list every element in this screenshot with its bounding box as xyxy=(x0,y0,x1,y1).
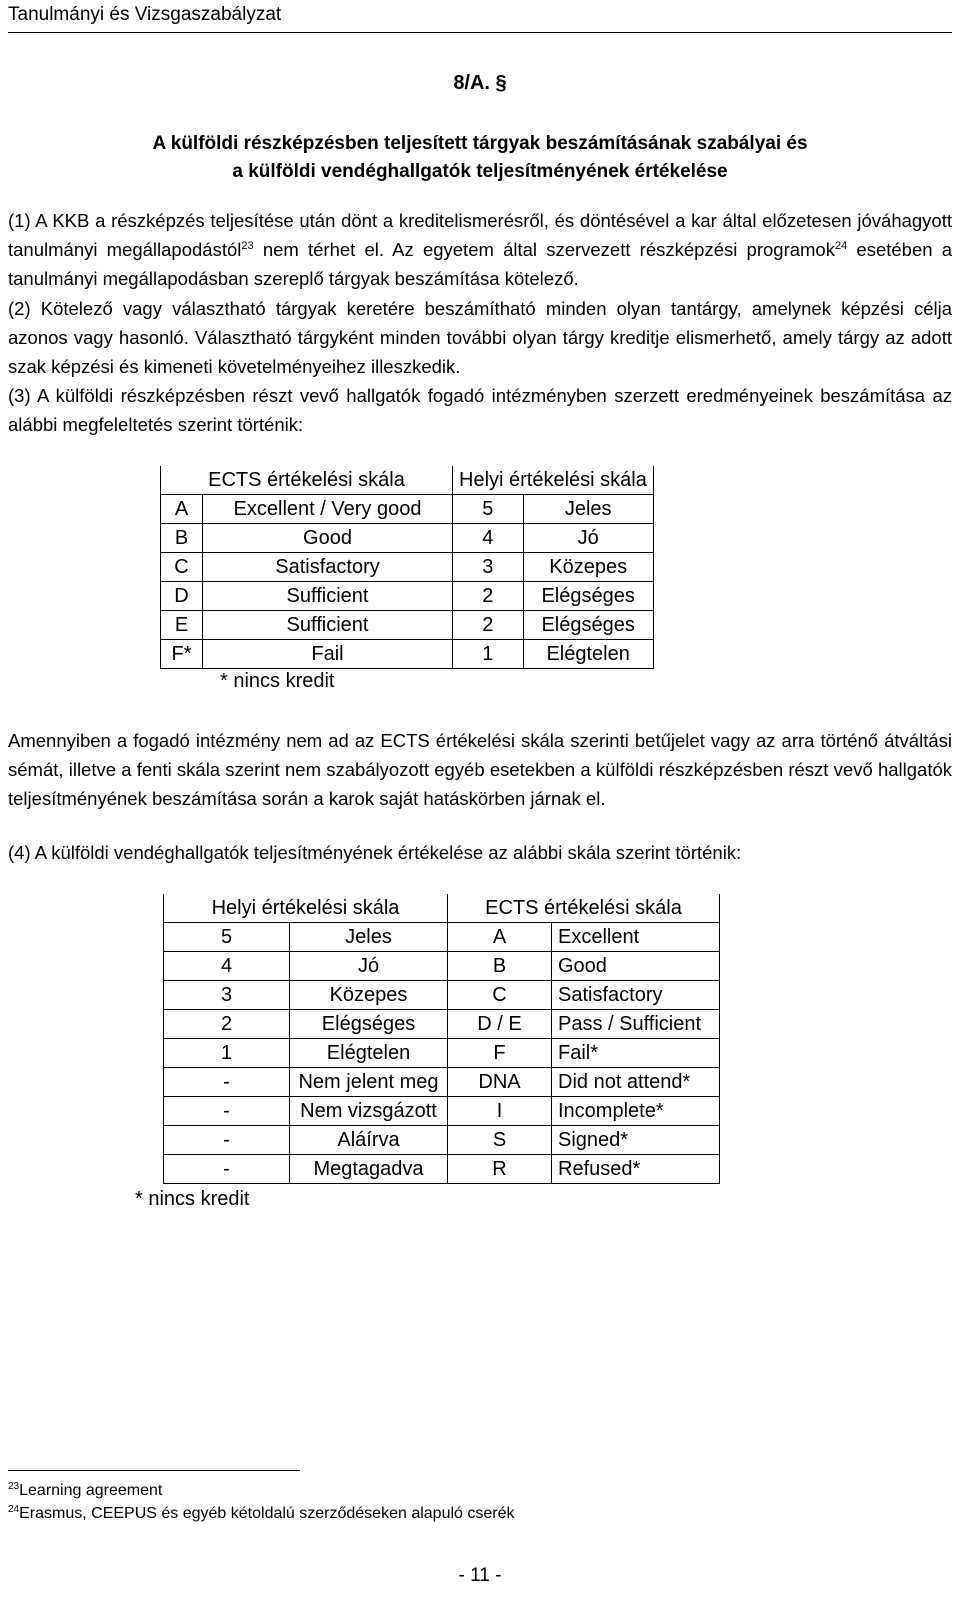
table-cell: Nem jelent meg xyxy=(290,1068,448,1097)
table-cell: Incomplete* xyxy=(552,1097,720,1126)
table-row xyxy=(161,582,654,611)
table-cell: - xyxy=(164,1126,290,1155)
table-cell: Elégséges xyxy=(523,582,653,611)
footnote-text: Learning agreement xyxy=(19,1482,163,1499)
section-title xyxy=(0,130,960,186)
table-cell: Sufficient xyxy=(203,582,453,611)
table-row xyxy=(164,1155,720,1184)
local-to-ects-table xyxy=(163,894,720,1184)
footnote-ref-23[interactable]: 23 xyxy=(241,240,254,252)
table-cell: - xyxy=(164,1155,290,1184)
table-cell: Fail xyxy=(203,640,453,669)
table-cell: Signed* xyxy=(552,1126,720,1155)
table-cell: Elégséges xyxy=(290,1010,448,1039)
document-header: Tanulmányi és Vizsgaszabályzat xyxy=(8,4,282,25)
table-cell: S xyxy=(448,1126,552,1155)
table-cell: Jeles xyxy=(523,495,653,524)
table-cell: 2 xyxy=(453,611,524,640)
table-cell: R xyxy=(448,1155,552,1184)
header-local: Helyi értékelési skála xyxy=(164,894,448,923)
table-row xyxy=(161,524,654,553)
table-cell: E xyxy=(161,611,203,640)
footnote-24 xyxy=(8,1505,515,1523)
paragraph-1 xyxy=(8,206,952,293)
table-row xyxy=(164,923,720,952)
paragraph-3 xyxy=(8,381,952,439)
table-cell: Közepes xyxy=(290,981,448,1010)
table-cell: 2 xyxy=(164,1010,290,1039)
table-cell: Közepes xyxy=(523,553,653,582)
table-cell: F xyxy=(448,1039,552,1068)
paragraph-1-text-a: (1) A KKB a részképzés teljesítése után dönt a kreditelismerésről, és döntésével a kar által előzetesen jóváhagyott tanulmányi megállapodástól xyxy=(8,210,952,260)
table1-note: * nincs kredit xyxy=(220,670,335,692)
paragraph-2 xyxy=(8,294,952,381)
paragraph-1-text-c: esetében a tanulmányi megállapodásban szereplő tárgyak beszámítása kötelező. xyxy=(8,239,952,289)
table-cell: Did not attend* xyxy=(552,1068,720,1097)
table-cell: Fail* xyxy=(552,1039,720,1068)
paragraph-2-text: (2) Kötelező vagy választható tárgyak keretére beszámítható minden olyan tantárgy, amelynek képzési célja azonos vagy hasonló. Választható tárgyként minden további olyan tárgy kreditje elismerhető, amely tárgy az adott szak képzési és kimeneti követelményeihez illeszkedik. xyxy=(8,298,952,377)
footnote-number: 23 xyxy=(8,1481,20,1492)
table-cell: D / E xyxy=(448,1010,552,1039)
footnote-number: 24 xyxy=(8,1504,20,1515)
table-cell: 1 xyxy=(453,640,524,669)
table-cell: Good xyxy=(203,524,453,553)
table-cell: - xyxy=(164,1097,290,1126)
table-cell: 5 xyxy=(453,495,524,524)
section-title-line2: a külföldi vendéghallgatók teljesítményének értékelése xyxy=(232,161,728,182)
table-row xyxy=(161,611,654,640)
table-cell: 1 xyxy=(164,1039,290,1068)
table-cell: C xyxy=(161,553,203,582)
table-cell: Satisfactory xyxy=(203,553,453,582)
table-cell: DNA xyxy=(448,1068,552,1097)
header-rule xyxy=(8,32,952,33)
table-cell: Excellent / Very good xyxy=(203,495,453,524)
table-row xyxy=(164,1126,720,1155)
footnote-text: Erasmus, CEEPUS és egyéb kétoldalú szerződéseken alapuló cserék xyxy=(19,1505,515,1522)
table-cell: Jeles xyxy=(290,923,448,952)
table-cell: 3 xyxy=(164,981,290,1010)
section-title-line1: A külföldi részképzésben teljesített tárgyak beszámításának szabályai és xyxy=(152,133,808,154)
table-cell: Jó xyxy=(290,952,448,981)
table-cell: Jó xyxy=(523,524,653,553)
footnote-ref-24[interactable]: 24 xyxy=(834,240,848,252)
paragraph-4-text: Amennyiben a fogadó intézmény nem ad az ECTS értékelési skála szerinti betűjelet vagy az arra történő átváltási sémát, illetve a fenti skála szerint nem szabályozott egyéb esetekben a külföldi részképzésben részt vevő hallgatók teljesítményének beszámítása során a karok saját hatáskörben járnak el. xyxy=(8,730,952,809)
table-cell: B xyxy=(161,524,203,553)
ects-to-local-table xyxy=(160,466,654,669)
table-cell: F* xyxy=(161,640,203,669)
table-header-row xyxy=(164,894,720,923)
footnote-23 xyxy=(8,1482,162,1500)
table-cell: D xyxy=(161,582,203,611)
table-cell: Refused* xyxy=(552,1155,720,1184)
table-cell: A xyxy=(448,923,552,952)
table-cell: 4 xyxy=(164,952,290,981)
paragraph-5 xyxy=(8,838,952,867)
footnote-rule xyxy=(8,1470,300,1471)
table-row xyxy=(164,1039,720,1068)
table-cell: C xyxy=(448,981,552,1010)
table-cell: Good xyxy=(552,952,720,981)
paragraph-4 xyxy=(8,726,952,813)
table-cell: Aláírva xyxy=(290,1126,448,1155)
table-cell: Elégséges xyxy=(523,611,653,640)
section-number: 8/A. § xyxy=(453,72,507,94)
table-row xyxy=(164,1068,720,1097)
table-cell: Elégtelen xyxy=(523,640,653,669)
table-cell: 2 xyxy=(453,582,524,611)
table-cell: Excellent xyxy=(552,923,720,952)
table-cell: Pass / Sufficient xyxy=(552,1010,720,1039)
page-number: - 11 - xyxy=(458,1565,502,1586)
table-cell: Sufficient xyxy=(203,611,453,640)
header-ects: ECTS értékelési skála xyxy=(161,466,453,495)
paragraph-3-text: (3) A külföldi részképzésben részt vevő hallgatók fogadó intézményben szerzett eredményeinek beszámítása az alábbi megfeleltetés szerint történik: xyxy=(8,385,952,435)
header-local: Helyi értékelési skála xyxy=(453,466,654,495)
table-row xyxy=(161,553,654,582)
table-cell: Satisfactory xyxy=(552,981,720,1010)
table-row xyxy=(164,952,720,981)
table-cell: Elégtelen xyxy=(290,1039,448,1068)
table-cell: 3 xyxy=(453,553,524,582)
table-header-row xyxy=(161,466,654,495)
table-row xyxy=(164,981,720,1010)
table-row xyxy=(164,1097,720,1126)
table2-note: * nincs kredit xyxy=(135,1188,250,1210)
table-cell: 4 xyxy=(453,524,524,553)
paragraph-5-text: (4) A külföldi vendéghallgatók teljesítményének értékelése az alábbi skála szerint történik: xyxy=(8,842,742,863)
table-cell: I xyxy=(448,1097,552,1126)
table-cell: Nem vizsgázott xyxy=(290,1097,448,1126)
table-cell: A xyxy=(161,495,203,524)
table-cell: B xyxy=(448,952,552,981)
table-row xyxy=(161,495,654,524)
table-cell: Megtagadva xyxy=(290,1155,448,1184)
header-ects: ECTS értékelési skála xyxy=(448,894,720,923)
table-row xyxy=(164,1010,720,1039)
paragraph-1-text-b: nem térhet el. Az egyetem által szervezett részképzési programok xyxy=(253,239,835,260)
table-cell: 5 xyxy=(164,923,290,952)
table-cell: - xyxy=(164,1068,290,1097)
table-row xyxy=(161,640,654,669)
